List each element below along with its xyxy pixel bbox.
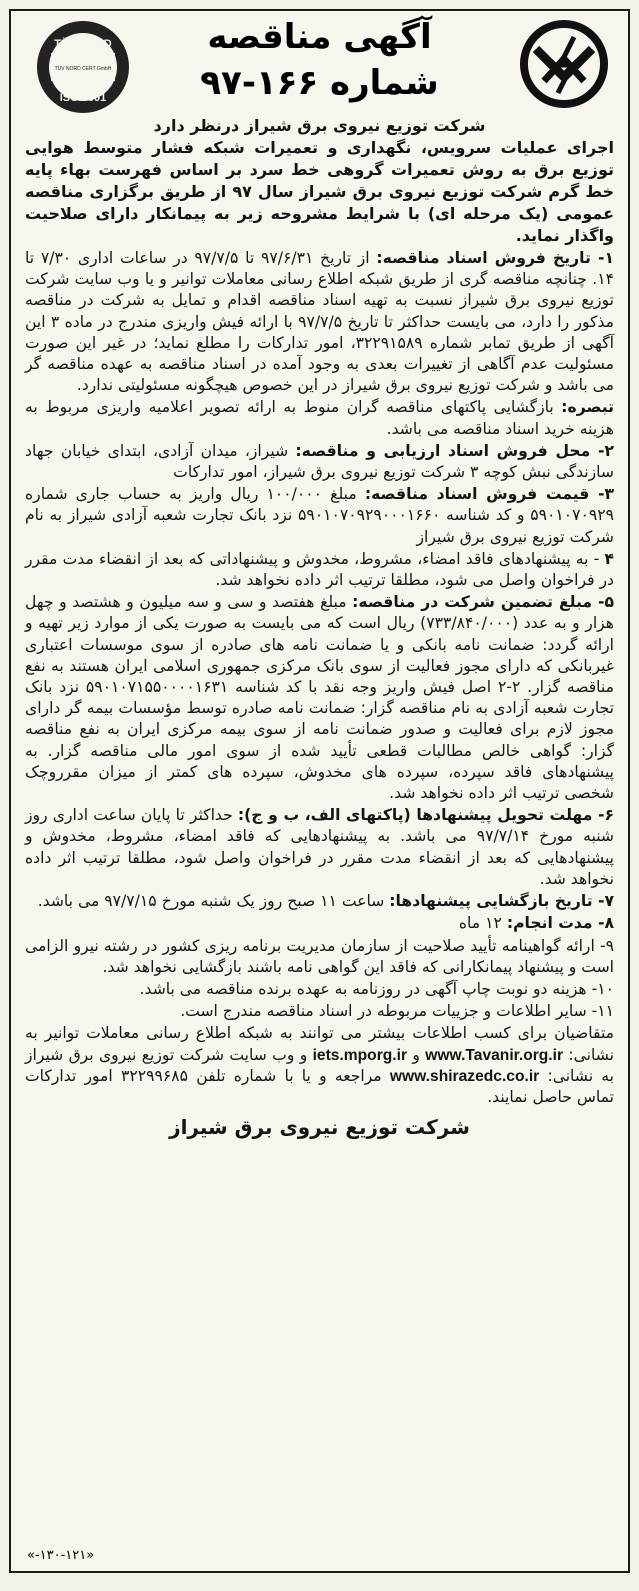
notice-code: «۱۳۰-۱۲۱-» [27,1548,95,1563]
section-text: از تاریخ ۹۷/۶/۳۱ تا ۹۷/۷/۵ در ساعات اداری ۷/۳۰ تا ۱۴. چنانچه مناقصه گری از طریق شبکه اطلاع رسانی معاملات توانیر و یا وب سایت شرکت توزیع نیروی برق شیراز نسبت به تهیه اسناد مناقصه اقدام و تمایل به شرکت در مناقصه مذکور را دارد، می بایست حداکثر تا تاریخ ۹۷/۷/۵ با ارائه فیش واریزی مندرج در ماده ۳ این آگهی از طریق تمابر شماره ۳۲۲۹۱۵۸۹، امور تدارکات را مطلع نماید؛ در غیر این صورت مسئولیت عدم آگاهی از تغییرات بعدی به وجود آمده در اسناد مناقصه به عهده مناقصه گر می باشد و شرکت توزیع نیروی برق شیراز در این خصوص هیچگونه مسئولیتی ندارد. [25,249,615,395]
section-heading: ۵- مبلغ تضمین شرکت در مناقصه: [352,593,614,612]
section-heading: ۱- تاریخ فروش اسناد مناقصه: [376,249,615,267]
section-item [25,397,614,439]
closing-line3: مراجعه و یا با شماره تلفن ۳۲۲۹۹۶۸۵ امور تدارکات تماس حاصل نمایند. [25,1066,614,1106]
notice-header [11,11,628,107]
notice-body [11,107,628,1140]
section-text: بازگشایی پاکتهای مناقصه گران منوط به ارائه تصویر اعلامیه واریزی مربوط به هزینه خرید اسناد مناقصه می باشد. [25,398,614,438]
section-text: ساعت ۱۱ صبح روز یک شنبه مورخ ۹۷/۷/۱۵ می باشد. [37,892,390,911]
tuv-bottom-text: ISO 9001 [59,92,107,104]
section-text: شیراز، میدان آزادی، ابتدای خیابان جهاد سازندگی نبش کوچه ۳ شرکت توزیع نیروی برق شیراز، امور تدارکات [25,441,614,482]
section-text: ۹- ارائه گواهینامه تأیید صلاحیت از سازمان مدیریت برنامه ریزی کشور در رشته نیرو الزامی است و پیشنهاد پیمانکارانی که فاقد این گواهی نامه باشند بازگشایی نخواهد شد. [25,936,614,976]
section-item [25,441,614,483]
section-item [25,248,614,396]
closing-line2: و وب سایت شرکت توزیع نیروی برق شیراز به نشانی: [25,1045,614,1085]
section-text: ۱۲ ماه [458,914,507,933]
tuv-iso-logo-icon [33,17,133,117]
tuv-top-text: TÜV NORD [54,38,112,50]
signature: شرکت توزیع نیروی برق شیراز [169,1115,470,1140]
section-heading: ۶- مهلت تحویل پیشنهادها (پاکتهای الف، ب و ج): [237,806,615,825]
closing-and: و [407,1045,426,1064]
shirazedc-url-link[interactable]: www.shirazedc.co.ir [389,1067,540,1085]
section-item [25,979,614,1000]
section-text: - به پیشنهادهای فاقد امضاء، مشروط، مخدوش و پیشنهاداتی که بعد از انقضاء مدت مقرر در فراخوان واصل می شود، مطلقا ترتیب اثر داده نخواهد شد. [25,549,614,590]
section-heading: ۲- محل فروش اسناد ارزیابی و مناقصه: [295,441,614,460]
section-text: ۱۱- سایر اطلاعات و جزییات مربوطه در اسناد مناقصه مندرج است. [180,1002,614,1021]
section-item [25,913,614,934]
section-item [25,936,614,978]
section-heading: ۷- تاریخ بازگشایی پیشنهادها: [389,892,614,911]
section-text: مبلغ ۱۰۰/۰۰۰ ریال واریز به حساب جاری شماره ۵۹۰۱۰۷۰۹۲۹ و کد شناسه ۵۹۰۱۰۷۰۹۲۹۰۰۰۱۶۶۰ نزد بانک تجارت شعبه آزادی شیراز به نام شرکت توزیع نیروی برق شیراز [25,485,615,546]
section-text: مبلغ هفتصد و سی و سه میلیون و هشتصد و چهل هزار و به عدد (۷۳۳/۸۴۰/۰۰۰) ریال است که می بایست به صورت یکی از موارد زیر تهیه و ارائه گردد: ضمانت نامه بانکی و یا ضمانت نامه های صادره از سوی موسسات اعتباری غیربانکی که دارای مجوز فعالیت از سوی بانک مرکزی جمهوری اسلامی ایران هستند به نفع مناقصه گزار. ۲-۲ اصل فیش واریز وجه نقد با کد شناسه ۵۹۰۱۰۷۱۵۵۰۰۰۰۱۶۳۱ نزد بانک تجارت شعبه آزادی به نام مناقصه گزار: ضمانت نامه صادره توسط مؤسسات بیمه گر دارای مجوز لازم برای فعالیت و صدور ضمانت نامه از سوی بیمه مرکزی ایران به نفع مناقصه گزار: گواهی خالص مطالبات قطعی تأیید شده از سوی امور مالی مناقصه گزار. به پیشنهادهای فاقد سپرده، سپرده های مخدوش، سپرده های کمتر از میزان مقرروچک شخصی ترتیب اثر داده نخواهد شد. [25,593,615,803]
section-item [25,484,614,548]
section-item [25,549,614,591]
section-heading: تبصره: [561,398,614,417]
tender-notice [9,9,630,1573]
section-item [25,1001,614,1022]
notice-title: آگهی مناقصه [207,17,432,57]
closing-line1: متقاضیان برای کسب اطلاعات بیشتر می توانند به شبکه اطلاع رسانی معاملات توانیر به نشانی: [25,1024,614,1064]
section-heading: ۴ [604,549,614,568]
section-text: حداکثر تا پایان ساعت اداری روز شنبه مورخ ۹۷/۷/۱۴ می باشد. به پیشنهادهایی که فاقد امضاء، مشروط، مخدوش و پیشنهادهایی که بعد از انقضاء مدت مقرر در فراخوان واصل شود، مطلقا ترتیب اثر داده نخواهد شد. [25,806,614,888]
tuv-small-text: TÜV NORD CERT GmbH [54,66,112,72]
intro-text: اجرای عملیات سرویس، نگهداری و تعمیرات شبکه فشار متوسط هوایی توزیع برق به روش تعمیرات گروهی خط سرد بر اساس فهرست بهاء پایه خط گرم شرکت توزیع نیروی برق شیراز سال ۹۷ از طریق برگزاری مناقصه عمومی (یک مرحله ای) با شرایط مشروحه زیر به پیمانکار دارای صلاحیت واگذار نماید. [25,138,614,245]
iets-url-link[interactable]: iets.mporg.ir [312,1046,408,1064]
sections-list [25,248,614,1022]
tavanir-logo-icon [514,19,614,109]
intro-subtitle: شرکت توزیع نیروی برق شیراز درنظر دارد [153,116,486,135]
section-heading: ۳- قیمت فروش اسناد مناقصه: [364,485,614,504]
section-text: ۱۰- هزینه دو نوبت چاپ آگهی در روزنامه به عهده برنده مناقصه می باشد. [139,979,614,998]
notice-number: شماره ۱۶۶-۹۷ [200,63,439,103]
section-item [25,805,614,890]
closing-paragraph [25,1023,614,1108]
section-heading: ۸- مدت انجام: [506,914,614,933]
tavanir-url-link[interactable]: www.Tavanir.org.ir [425,1046,564,1064]
section-item [25,592,614,804]
section-item [25,891,614,912]
